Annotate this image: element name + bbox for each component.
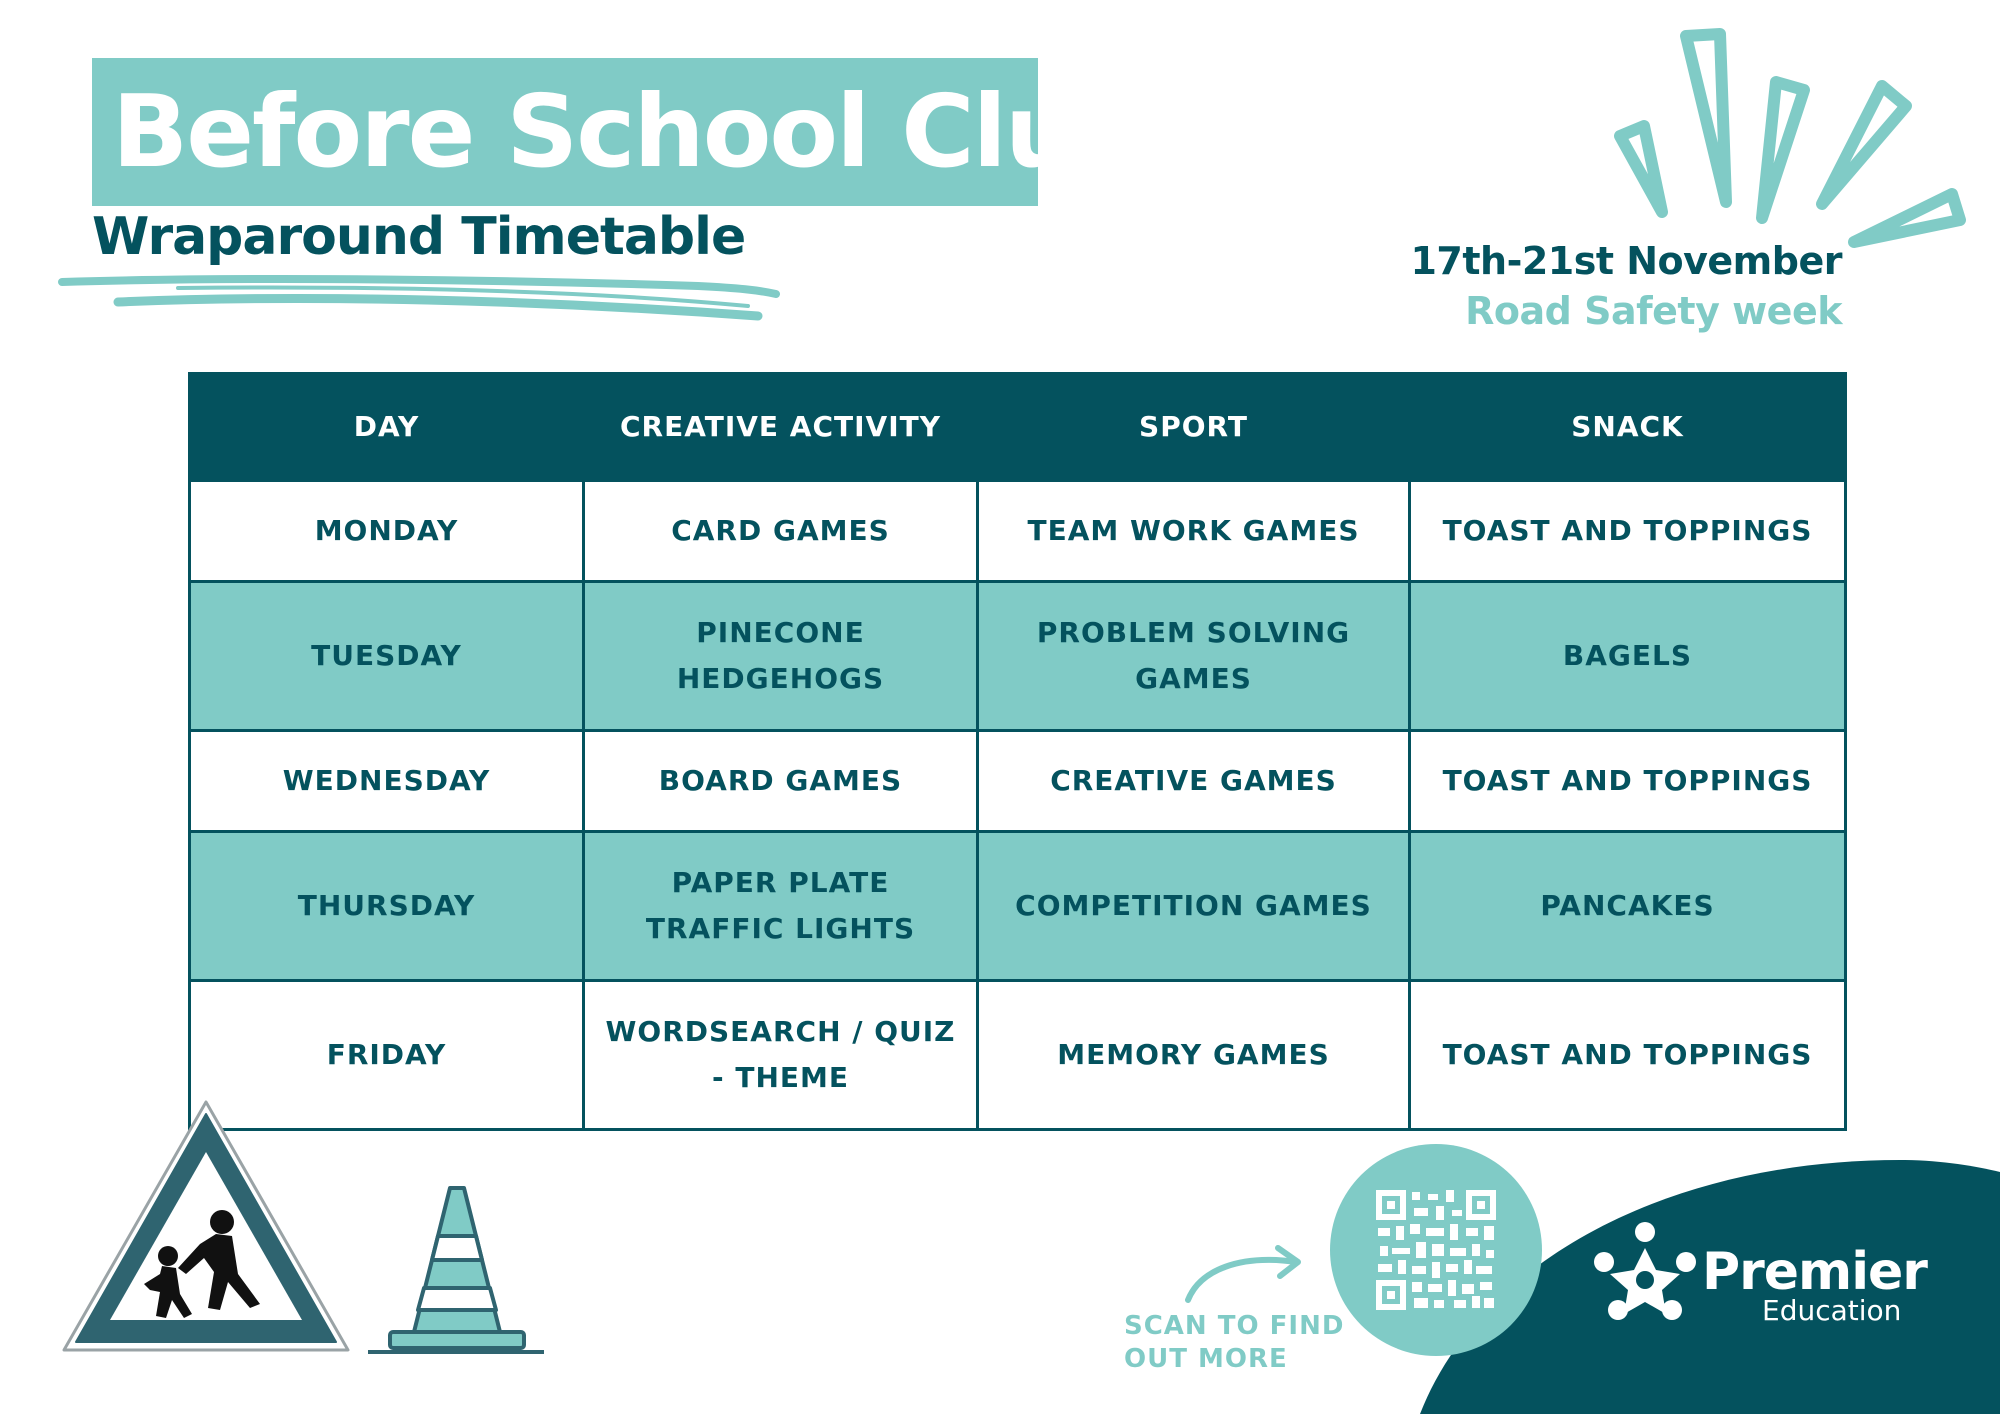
burst-lines-icon [1600, 26, 1980, 266]
premier-logo-icon [1590, 1218, 1700, 1328]
timetable [188, 372, 1847, 1131]
cell-day: FRIDAY [190, 981, 584, 1130]
curved-arrow-icon [1180, 1240, 1310, 1310]
header-snack: SNACK [1410, 374, 1846, 481]
table-row [190, 582, 1846, 731]
cell-day: WEDNESDAY [190, 731, 584, 832]
brand-subtitle: Education [1762, 1294, 1902, 1327]
cell-creative: BOARD GAMES [584, 731, 978, 832]
header-day: DAY [190, 374, 584, 481]
page-title: Before School Club [112, 73, 1144, 190]
cell-day: THURSDAY [190, 832, 584, 981]
table-row [190, 981, 1846, 1130]
cell-creative: CARD GAMES [584, 481, 978, 582]
table-row [190, 481, 1846, 582]
table-row [190, 832, 1846, 981]
cell-creative: PAPER PLATE TRAFFIC LIGHTS [584, 832, 978, 981]
cell-day: TUESDAY [190, 582, 584, 731]
children-crossing-sign-icon [56, 1096, 356, 1358]
brush-stroke-icon [58, 270, 788, 330]
cell-creative: PINECONE HEDGEHOGS [584, 582, 978, 731]
date-range: 17th-21st November [1410, 239, 1842, 283]
cell-sport: TEAM WORK GAMES [978, 481, 1410, 582]
qr-code-icon[interactable] [1376, 1190, 1496, 1310]
traffic-cone-icon [368, 1180, 544, 1358]
cell-day: MONDAY [190, 481, 584, 582]
scan-to-find-out-more: SCAN TO FIND OUT MORE [1124, 1311, 1345, 1374]
cell-snack: TOAST AND TOPPINGS [1410, 731, 1846, 832]
header-sport: SPORT [978, 374, 1410, 481]
cell-snack: BAGELS [1410, 582, 1846, 731]
cell-snack: TOAST AND TOPPINGS [1410, 481, 1846, 582]
table-header-row [190, 374, 1846, 481]
header-creative-activity: CREATIVE ACTIVITY [584, 374, 978, 481]
cell-sport: CREATIVE GAMES [978, 731, 1410, 832]
brand-name: Premier [1702, 1242, 1927, 1302]
table-row [190, 731, 1846, 832]
cell-creative: WORDSEARCH / QUIZ - THEME [584, 981, 978, 1130]
cell-sport: PROBLEM SOLVING GAMES [978, 582, 1410, 731]
page-subtitle: Wraparound Timetable [92, 207, 746, 267]
cell-sport: COMPETITION GAMES [978, 832, 1410, 981]
cell-snack: PANCAKES [1410, 832, 1846, 981]
cell-snack: TOAST AND TOPPINGS [1410, 981, 1846, 1130]
cell-sport: MEMORY GAMES [978, 981, 1410, 1130]
week-theme: Road Safety week [1465, 289, 1842, 333]
